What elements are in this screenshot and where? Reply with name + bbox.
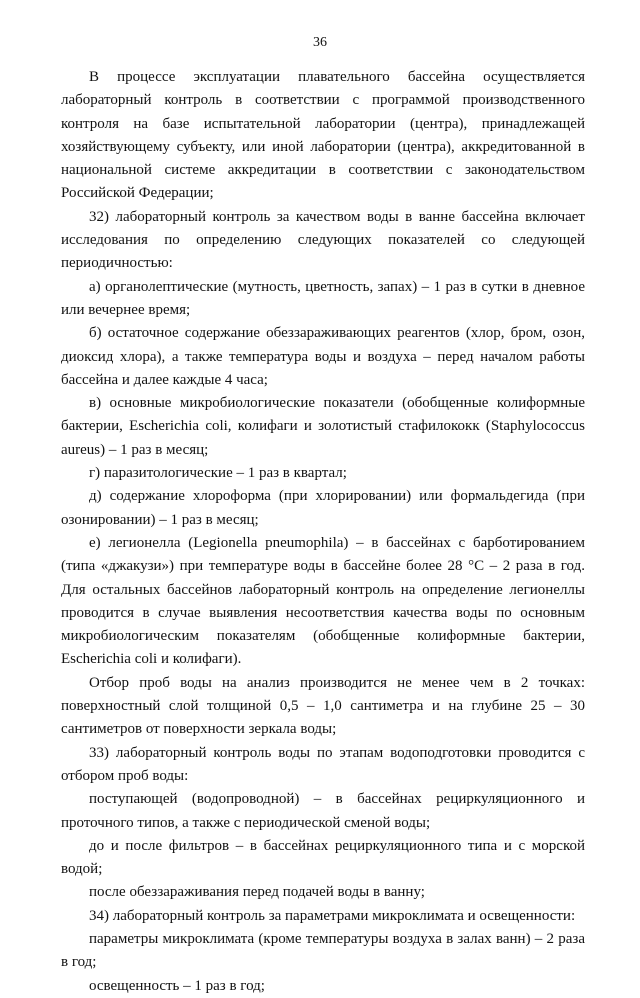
page-number: 36 [313, 35, 327, 50]
paragraph-item-32e: е) легионелла (Legionella pneumophila) – в бассейнах с барботированием (типа «джакузи») при температуре воды в бассейне более 28 °С – 2 раза в год. Для остальных бассейнов лабораторный контроль на определение легионеллы проводится в случае выявления несоответствия качества воды по основным микробиологическим показателям (обобщенные колиформные бактерии, Escherichia coli и колифаги). [61, 534, 585, 668]
paragraph-item-32b: б) остаточное содержание обеззараживающих реагентов (хлор, бром, озон, диоксид хлора), а также температура воды и воздуха – перед началом работы бассейна и далее каждые 4 часа; [61, 325, 585, 388]
paragraph-item-33: 33) лабораторный контроль воды по этапам водоподготовки проводится с отбором проб воды: [61, 744, 585, 784]
document-body [61, 66, 585, 998]
paragraph-lab-control-intro: В процессе эксплуатации плавательного бассейна осуществляется лабораторный контроль в соответствии с программой производственного контроля на базе испытательной лаборатории (центра), принадлежащей хозяйствующему субъекту, или иной лаборатории (центра), аккредитованной в национальной системе аккредитации в соответствии с законодательством Российской Федерации; [61, 69, 585, 202]
paragraph-item-32d: д) содержание хлороформа (при хлорировании) или формальдегида (при озонировании) – 1 раз в месяц; [61, 488, 585, 528]
paragraph-item-32g: г) паразитологические – 1 раз в квартал; [89, 465, 347, 482]
paragraph-filters: до и после фильтров – в бассейнах рециркуляционного типа и с морской водой; [61, 837, 585, 878]
paragraph-sampling-points: Отбор проб воды на анализ производится не менее чем в 2 точках: поверхностный слой толщиной 0,5 – 1,0 сантиметра и на глубине 25 – 30 сантиметров от поверхности зеркала воды; [61, 674, 585, 738]
paragraph-item-34: 34) лабораторный контроль за параметрами микроклимата и освещенности: [89, 907, 576, 924]
paragraph-after-disinfection: после обеззараживания перед подачей воды в ванну; [89, 884, 425, 901]
paragraph-illumination: освещенность – 1 раз в год; [89, 977, 265, 994]
paragraph-item-32v: в) основные микробиологические показатели (обобщенные колиформные бактерии, Escherichia coli, колифаги и золотистый стафилококк (Staphylococcus aureus) – 1 раз в месяц; [61, 395, 585, 458]
paragraph-microclimate: параметры микроклимата (кроме температуры воздуха в залах ванн) – 2 раза в год; [61, 930, 585, 971]
paragraph-item-32: 32) лабораторный контроль за качеством воды в ванне бассейна включает исследования по определению следующих показателей со следующей периодичностью: [61, 208, 585, 272]
paragraph-incoming-water: поступающей (водопроводной) – в бассейнах рециркуляционного и проточного типов, а также с периодической сменой воды; [61, 791, 585, 831]
paragraph-item-32a: а) органолептические (мутность, цветность, запах) – 1 раз в сутки в дневное или вечернее время; [61, 278, 585, 318]
